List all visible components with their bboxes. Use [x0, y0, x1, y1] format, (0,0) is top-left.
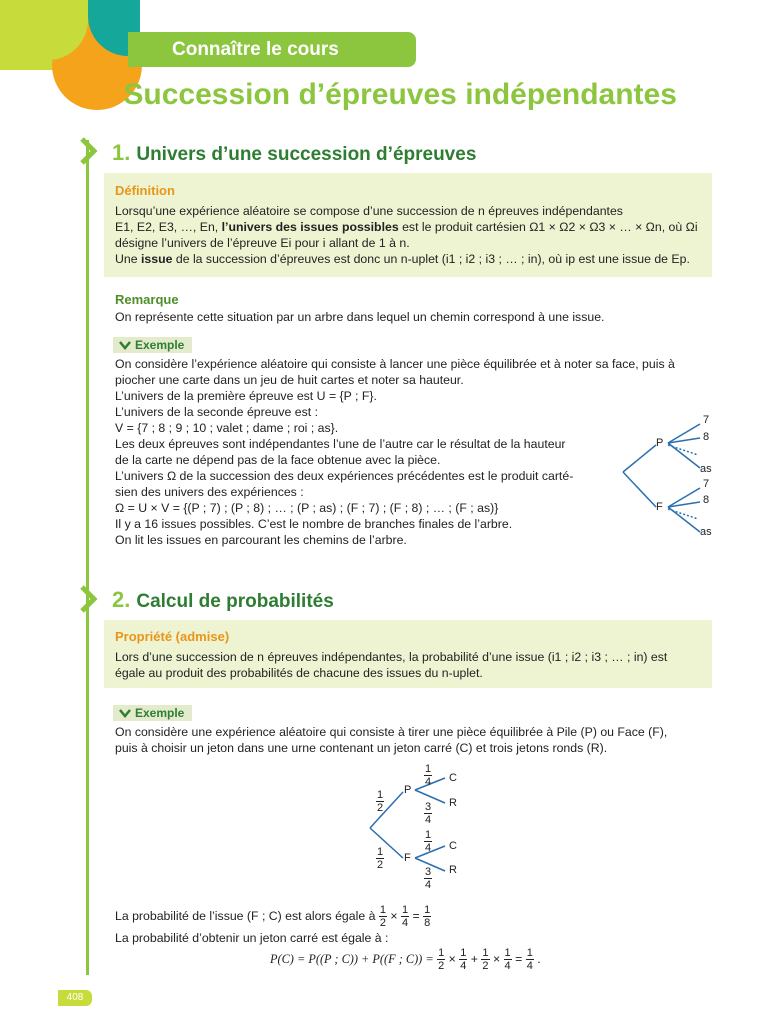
numerator: 1	[402, 904, 409, 916]
denominator: 4	[504, 960, 511, 972]
result-text: La probabilité de l’issue (F ; C) est alors égale à	[115, 908, 376, 923]
denominator: 4	[425, 776, 432, 788]
definition-line: Lorsqu’une expérience aléatoire se compose d’une succession de n épreuves indépendantes	[115, 204, 623, 218]
tree1-leaf-7: 7	[703, 478, 710, 490]
numerator: 1	[460, 947, 467, 959]
chevron-down-icon	[119, 709, 131, 718]
tree2-leaf-c: C	[449, 840, 457, 852]
fraction	[437, 947, 445, 972]
operator: .	[537, 951, 541, 966]
fraction-one-half	[376, 846, 384, 871]
result-line-2: La probabilité d’obtenir un jeton carré est égale à :	[115, 931, 389, 945]
denominator: 4	[425, 814, 432, 826]
denominator: 4	[425, 842, 432, 854]
section-2-title	[112, 587, 334, 613]
definition-span: E1, E2, E3, …, En,	[115, 220, 222, 234]
denominator: 2	[377, 859, 384, 871]
fraction	[401, 904, 409, 929]
section-chevron-icon	[80, 585, 98, 613]
numerator: 1	[504, 947, 511, 959]
fraction-three-quarters	[424, 866, 432, 891]
denominator: 4	[402, 917, 409, 929]
tree2-node-f: F	[404, 852, 411, 864]
property-line: égale au produit des probabilités de chacune des issues du n-uplet.	[115, 666, 483, 680]
left-margin-bar	[86, 140, 89, 975]
fraction-three-quarters	[424, 801, 432, 826]
example-line: puis à choisir un jeton dans une urne contenant un jeton carré (C) et trois jetons ronds (R).	[115, 741, 608, 755]
definition-line	[115, 251, 710, 267]
denominator: 4	[460, 960, 467, 972]
example-line: piocher une carte dans un jeu de huit cartes et noter sa hauteur.	[115, 373, 464, 387]
section-1-title-text: Univers d’une succession d’épreuves	[136, 144, 477, 165]
result-line-1	[115, 904, 431, 929]
tree1-node-p: P	[656, 437, 664, 449]
definition-bold: l’univers des issues possibles	[221, 220, 399, 234]
tree2-leaf-c: C	[449, 772, 457, 784]
example-2-text	[115, 724, 715, 756]
definition-label: Définition	[115, 183, 175, 198]
page-title	[90, 78, 677, 112]
section-2-number: 2.	[112, 587, 131, 612]
operator: ×	[390, 908, 398, 923]
operator: =	[515, 951, 523, 966]
operator: ×	[448, 951, 456, 966]
definition-span: Une	[115, 252, 141, 266]
definition-line	[115, 219, 710, 235]
example-line: L’univers Ω de la succession des deux expériences précédentes est le produit carté-	[115, 469, 574, 483]
fraction	[526, 947, 534, 972]
example-line: sien des univers des expériences :	[115, 485, 304, 499]
example-line: On lit les issues en parcourant les chemins de l’arbre.	[115, 533, 407, 547]
fraction-one-quarter	[424, 829, 432, 854]
example-badge	[113, 705, 192, 721]
example-badge-label: Exemple	[135, 338, 185, 352]
operator: ×	[492, 951, 501, 966]
numerator: 3	[425, 866, 432, 878]
denominator: 2	[379, 917, 386, 929]
section-1-number: 1.	[112, 140, 131, 165]
fraction	[459, 947, 467, 972]
operator: =	[412, 908, 420, 923]
property-label: Propriété (admise)	[115, 629, 230, 644]
tree2-node-p: P	[404, 784, 412, 796]
numerator: 1	[425, 829, 432, 841]
definition-span: de la succession d’épreuves est donc un n-uplet (i1 ; i2 ; i3 ; … ; in), où ip est une issue de Ep.	[172, 252, 690, 266]
example-line: On considère une expérience aléatoire qui consiste à tirer une pièce équilibrée à Pile (P) ou Face (F),	[115, 725, 668, 739]
tree1-leaf-8: 8	[703, 431, 710, 443]
probability-tree-1	[618, 410, 718, 540]
tree2-leaf-r: R	[449, 797, 457, 809]
example-line: Il y a 16 issues possibles. C’est le nombre de branches finales de l’arbre.	[115, 517, 513, 531]
numerator: 1	[424, 904, 431, 916]
denominator: 2	[482, 960, 489, 972]
result-formula	[270, 947, 541, 972]
tree1-leaf-7: 7	[703, 414, 710, 426]
tree1-leaf-as: as	[700, 526, 712, 538]
denominator: 4	[526, 960, 533, 972]
denominator: 8	[424, 917, 431, 929]
numerator: 1	[526, 947, 533, 959]
fraction-one-half	[376, 789, 384, 814]
remarque-label: Remarque	[115, 292, 179, 307]
property-line: Lors d’une succession de n épreuves indépendantes, la probabilité d’une issue (i1 ; i2 ; i3 ; … ; in) est	[115, 650, 668, 664]
definition-text	[115, 203, 710, 267]
definition-bold: issue	[140, 252, 173, 266]
numerator: 1	[482, 947, 489, 959]
section-chevron-icon	[80, 137, 98, 165]
page-title-number: 1.	[90, 78, 116, 111]
property-text	[115, 649, 710, 681]
example-badge-label: Exemple	[135, 706, 185, 720]
example-line: L’univers de la seconde épreuve est :	[115, 405, 319, 419]
fraction	[504, 947, 512, 972]
section-1-title	[112, 140, 476, 166]
numerator: 1	[425, 763, 432, 775]
remarque-text: On représente cette situation par un arbre dans lequel un chemin correspond à une issue.	[115, 310, 605, 324]
example-badge	[113, 337, 192, 353]
chevron-down-icon	[119, 341, 131, 350]
page-number: 408	[58, 990, 92, 1006]
numerator: 1	[377, 846, 384, 858]
example-line: de la carte ne dépend pas de la face obtenue avec la pièce.	[115, 453, 441, 467]
example-line: Les deux épreuves sont indépendantes l’une de l’autre car le résultat de la hauteur	[115, 437, 566, 451]
fraction	[379, 904, 387, 929]
fraction	[481, 947, 489, 972]
tree1-leaf-8: 8	[703, 494, 710, 506]
formula-left: P(C) = P((P ; C)) + P((F ; C)) =	[270, 951, 434, 966]
numerator: 1	[438, 947, 445, 959]
example-line: L’univers de la première épreuve est U = {P ; F}.	[115, 389, 377, 403]
example-line: Ω = U × V = {(P ; 7) ; (P ; 8) ; … ; (P ; as) ; (F ; 7) ; (F ; 8) ; … ; (F ; as)}	[115, 501, 499, 515]
header-tab: Connaître le cours	[128, 32, 416, 67]
section-2-title-text: Calcul de probabilités	[136, 591, 334, 612]
tree1-leaf-as: as	[700, 463, 712, 475]
page-title-text: Succession d’épreuves indépendantes	[123, 78, 677, 111]
denominator: 2	[438, 960, 445, 972]
definition-span: est le produit cartésien Ω1 × Ω2 × Ω3 × … × Ωn, où Ωi	[398, 220, 698, 234]
numerator: 1	[379, 904, 386, 916]
fraction-one-quarter	[424, 763, 432, 788]
denominator: 2	[377, 802, 384, 814]
denominator: 4	[425, 879, 432, 891]
tree2-leaf-r: R	[449, 864, 457, 876]
operator: +	[470, 951, 478, 966]
example-line: On considère l’expérience aléatoire qui consiste à lancer une pièce équilibrée et à noter sa face, puis à	[115, 357, 675, 371]
tree1-node-f: F	[656, 501, 663, 513]
numerator: 1	[377, 789, 384, 801]
numerator: 3	[425, 801, 432, 813]
fraction	[423, 904, 431, 929]
definition-line: désigne l’univers de l’épreuve Ei pour i allant de 1 à n.	[115, 236, 410, 250]
example-line: V = {7 ; 8 ; 9 ; 10 ; valet ; dame ; roi ; as}.	[115, 421, 339, 435]
